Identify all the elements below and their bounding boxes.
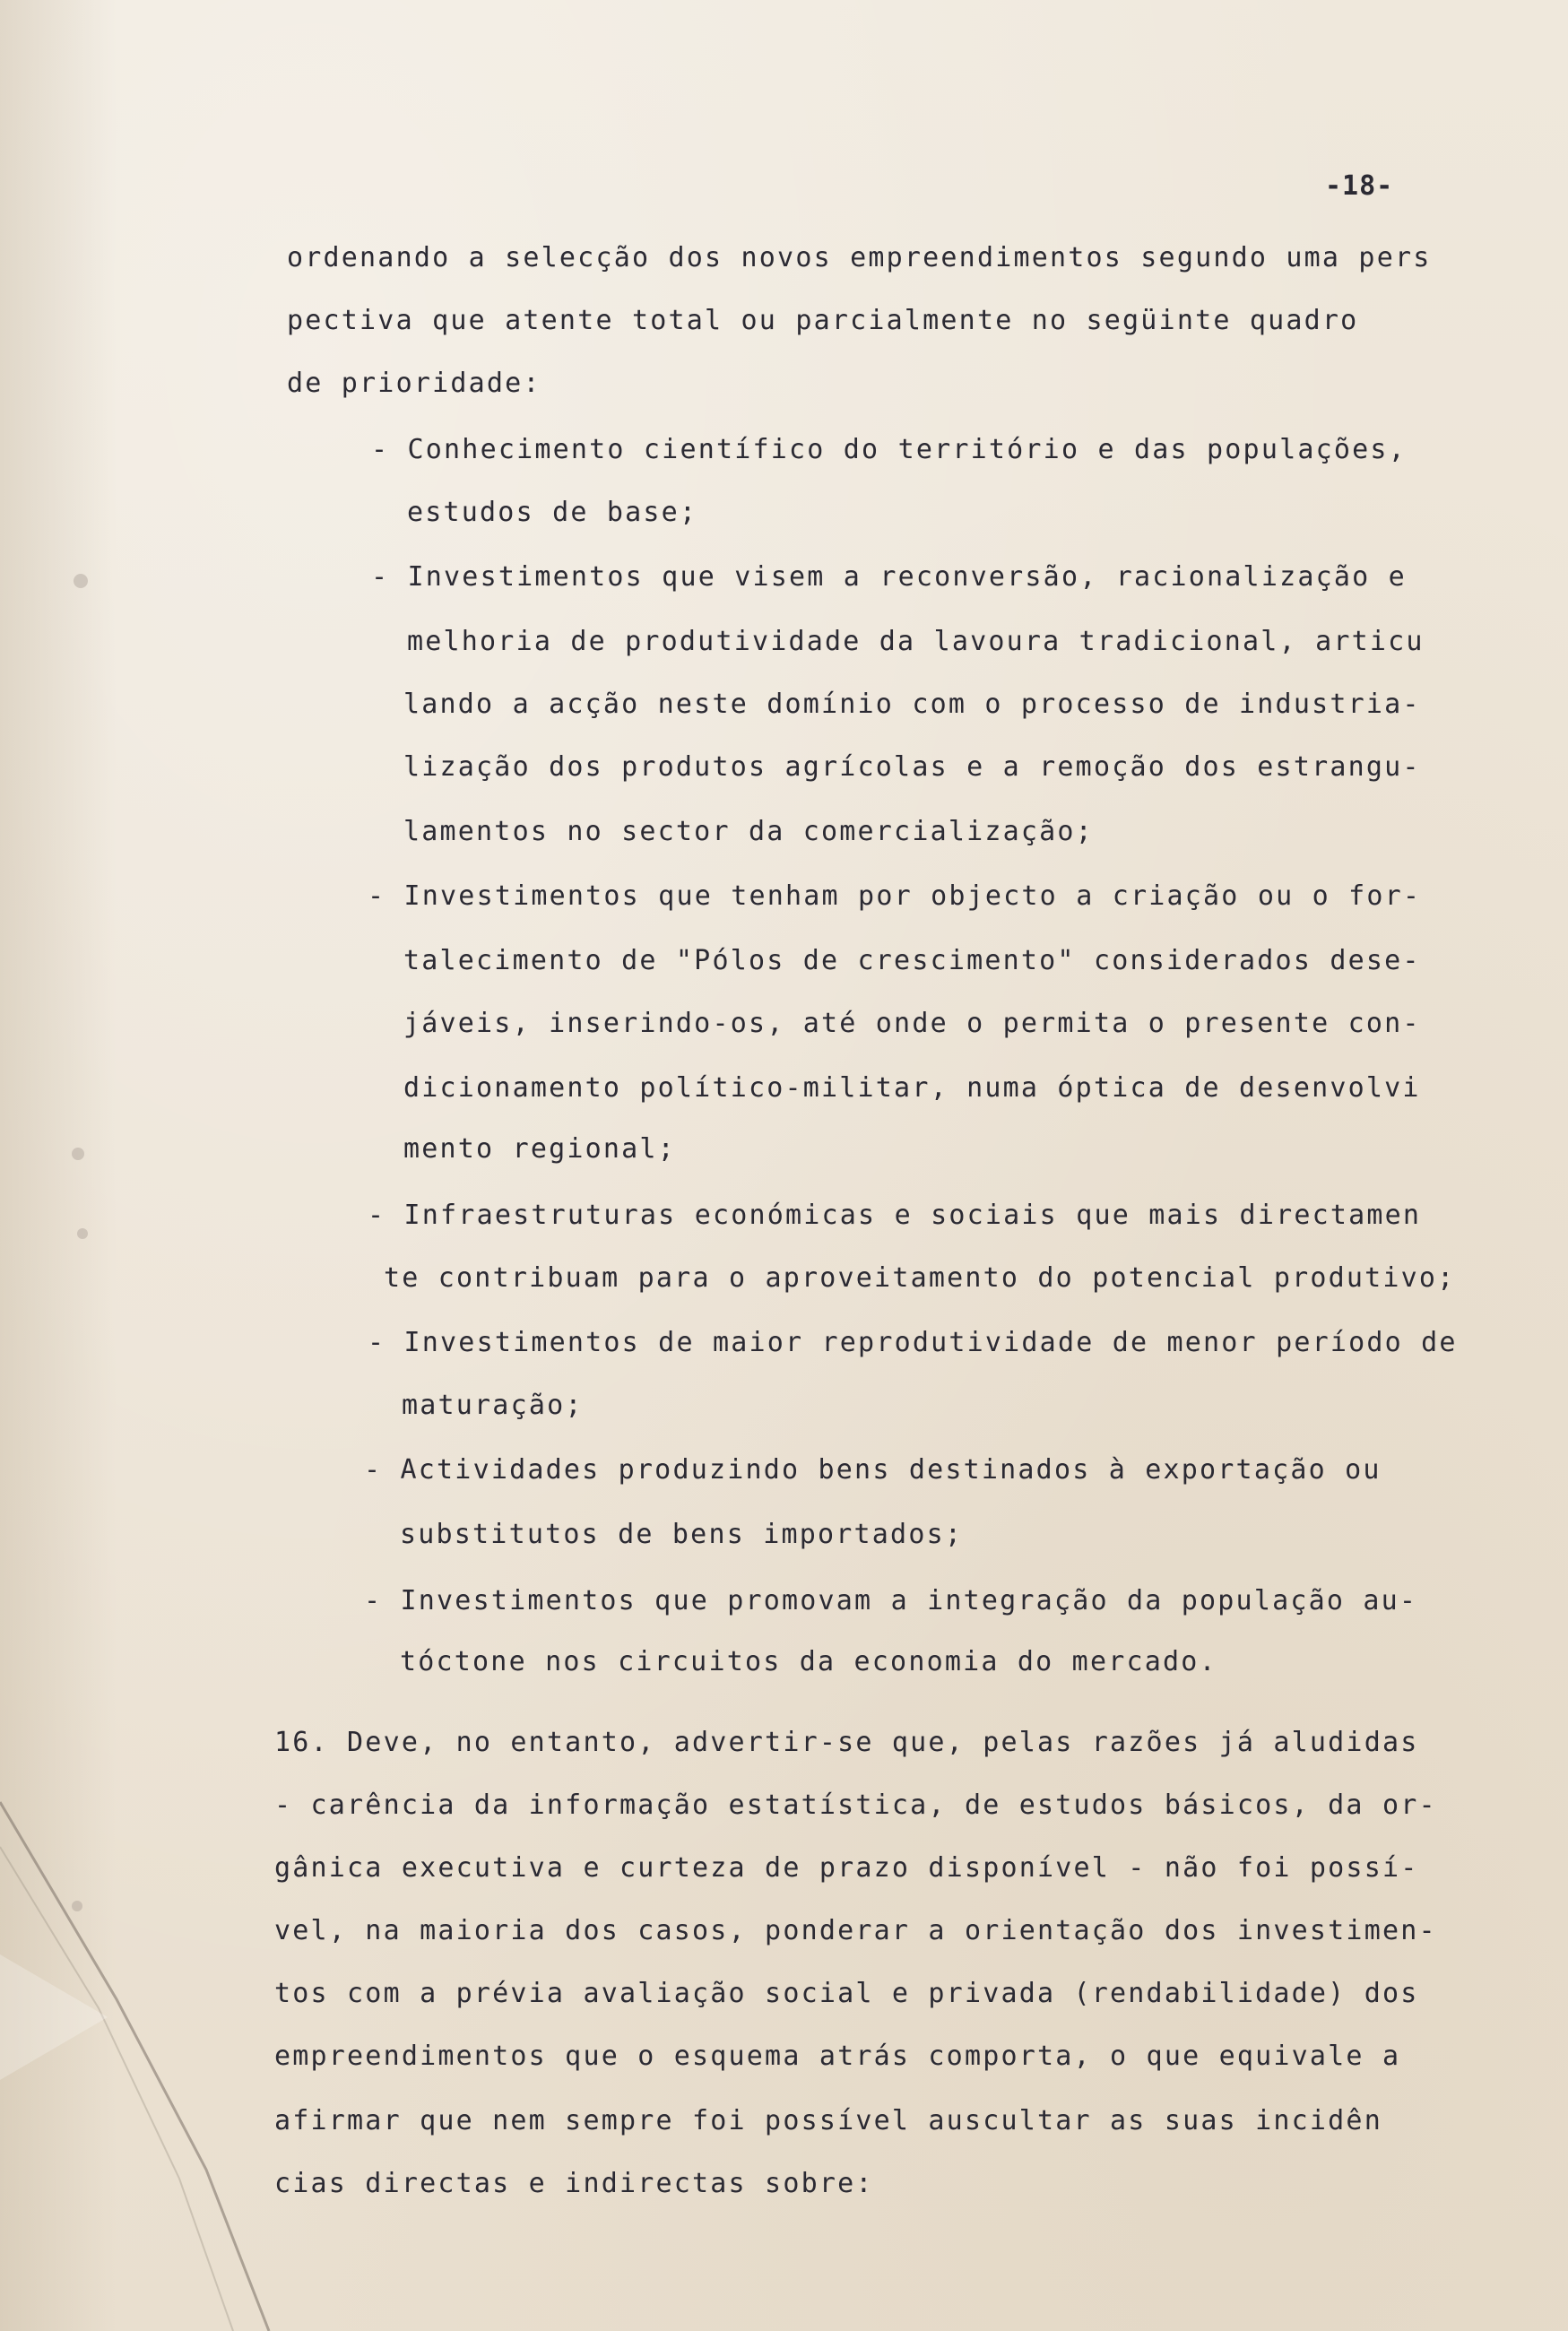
text-line: talecimento de "Pólos de crescimento" considerados dese- bbox=[403, 945, 1421, 976]
text-line: dicionamento político-militar, numa óptica de desenvolvi bbox=[403, 1072, 1421, 1104]
text-line: lando a acção neste domínio com o processo de industria- bbox=[403, 689, 1421, 720]
text-line: tos com a prévia avaliação social e privada (rendabilidade) dos bbox=[274, 1978, 1419, 2009]
text-line: mento regional; bbox=[403, 1133, 676, 1165]
text-line: substitutos de bens importados; bbox=[400, 1519, 964, 1550]
text-line: te contribuam para o aproveitamento do potencial produtivo; bbox=[384, 1262, 1456, 1294]
text-line: 16. Deve, no entanto, advertir-se que, pelas razões já aludidas bbox=[274, 1727, 1419, 1758]
page-number: -18- bbox=[1325, 170, 1394, 202]
text-line: lamentos no sector da comercialização; bbox=[403, 816, 1094, 847]
text-line: vel, na maioria dos casos, ponderar a orientação dos investimen- bbox=[274, 1915, 1437, 1946]
punch-mark-2 bbox=[72, 1148, 84, 1160]
punch-mark-1 bbox=[74, 574, 88, 588]
text-line: tóctone nos circuitos da economia do mercado. bbox=[400, 1646, 1217, 1677]
text-line: cias directas e indirectas sobre: bbox=[274, 2168, 874, 2199]
text-line: ordenando a selecção dos novos empreendimentos segundo uma pers bbox=[287, 242, 1432, 273]
text-line: - Investimentos que promovam a integração da população au- bbox=[364, 1585, 1418, 1616]
text-line: melhoria de produtividade da lavoura tradicional, articu bbox=[407, 626, 1425, 657]
text-line: empreendimentos que o esquema atrás comporta, o que equivale a bbox=[274, 2041, 1401, 2072]
text-line: de prioridade: bbox=[287, 368, 541, 399]
text-line: - Infraestruturas económicas e sociais que mais directamen bbox=[368, 1200, 1422, 1231]
text-line: gânica executiva e curteza de prazo disponível - não foi possí- bbox=[274, 1852, 1419, 1884]
text-line: pectiva que atente total ou parcialmente no següinte quadro bbox=[287, 305, 1359, 336]
punch-mark-4 bbox=[72, 1901, 82, 1911]
text-line: - Conhecimento científico do território e das populações, bbox=[371, 434, 1407, 465]
text-line: estudos de base; bbox=[407, 497, 698, 528]
text-line: - Investimentos que visem a reconversão, racionalização e bbox=[371, 561, 1407, 593]
text-line: maturação; bbox=[402, 1390, 584, 1421]
punch-mark-3 bbox=[77, 1228, 88, 1239]
text-line: afirmar que nem sempre foi possível auscultar as suas incidên bbox=[274, 2105, 1382, 2136]
text-line: lização dos produtos agrícolas e a remoção dos estrangu- bbox=[403, 751, 1421, 783]
text-line: - Investimentos de maior reprodutividade de menor período de bbox=[368, 1327, 1458, 1358]
text-line: jáveis, inserindo-os, até onde o permita o presente con- bbox=[403, 1008, 1421, 1039]
text-line: - Actividades produzindo bens destinados à exportação ou bbox=[364, 1454, 1382, 1486]
text-line: - Investimentos que tenham por objecto a criação ou o for- bbox=[368, 880, 1422, 912]
paper-edge-shading bbox=[0, 0, 117, 2331]
text-line: - carência da informação estatística, de estudos básicos, da or- bbox=[274, 1789, 1437, 1821]
